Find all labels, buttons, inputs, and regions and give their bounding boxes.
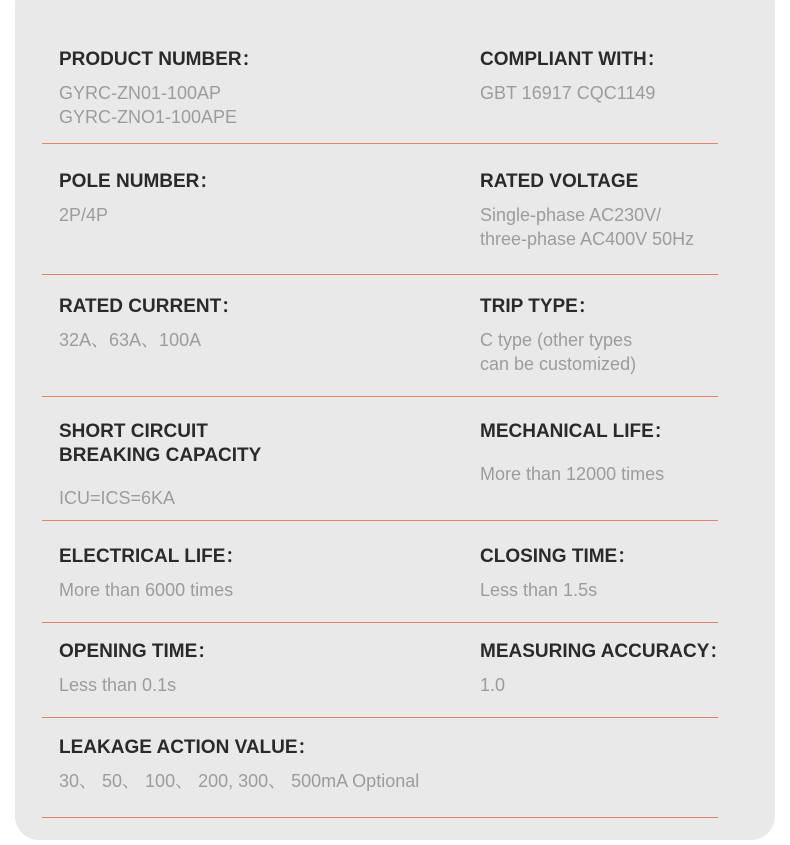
divider — [42, 143, 718, 144]
mechanical-life-value: More than 12000 times — [480, 464, 665, 484]
electrical-life-value: More than 6000 times — [59, 580, 234, 600]
short-circuit-label — [59, 420, 261, 468]
compliant-with-value: GBT 16917 CQC1149 — [480, 83, 656, 103]
rated-current-value: 32A、63A、100A — [59, 330, 202, 350]
pole-number-spec — [59, 170, 218, 227]
electrical-life-label: ELECTRICAL LIFE： — [59, 546, 245, 567]
opening-time-label: OPENING TIME： — [59, 641, 217, 662]
short-circuit-label-line-2: BREAKING CAPACITY — [59, 445, 262, 466]
compliant-with-spec — [480, 48, 666, 105]
measuring-accuracy-label: MEASURING ACCURACY： — [480, 641, 729, 662]
product-number-label: PRODUCT NUMBER： — [59, 49, 261, 70]
measuring-accuracy-spec — [480, 640, 728, 697]
divider — [42, 396, 718, 397]
leakage-action-label: LEAKAGE ACTION VALUE： — [59, 737, 317, 758]
divider — [42, 622, 718, 623]
opening-time-spec — [59, 640, 216, 697]
short-circuit-spec — [59, 420, 261, 510]
trip-type-spec — [480, 295, 636, 376]
rated-voltage-value — [480, 203, 694, 251]
leakage-action-spec — [59, 736, 419, 793]
trip-type-value-line-1: C type (other types — [480, 330, 633, 350]
trip-type-label: TRIP TYPE： — [480, 296, 597, 317]
closing-time-value: Less than 1.5s — [480, 580, 598, 600]
product-number-value-line-2: GYRC-ZNO1-100APE — [59, 107, 238, 127]
pole-number-value: 2P/4P — [59, 205, 109, 225]
trip-type-value-line-2: can be customized) — [480, 354, 637, 374]
product-number-spec — [59, 48, 261, 129]
rated-voltage-value-line-1: Single-phase AC230V/ — [480, 205, 662, 225]
divider — [42, 817, 718, 818]
closing-time-label: CLOSING TIME： — [480, 546, 637, 567]
divider — [42, 520, 718, 521]
divider — [42, 274, 718, 275]
product-number-value — [59, 81, 261, 129]
opening-time-value: Less than 0.1s — [59, 675, 177, 695]
electrical-life-spec — [59, 545, 244, 602]
rated-voltage-spec — [480, 170, 694, 251]
divider — [42, 717, 718, 718]
short-circuit-label-line-1: SHORT CIRCUIT — [59, 421, 208, 442]
rated-current-label: RATED CURRENT： — [59, 296, 241, 317]
measuring-accuracy-value: 1.0 — [480, 675, 506, 695]
mechanical-life-label: MECHANICAL LIFE： — [480, 421, 673, 442]
rated-voltage-value-line-2: three-phase AC400V 50Hz — [480, 229, 695, 249]
mechanical-life-spec — [480, 420, 673, 486]
rated-current-spec — [59, 295, 240, 352]
product-number-value-line-1: GYRC-ZN01-100AP — [59, 83, 222, 103]
closing-time-spec — [480, 545, 636, 602]
compliant-with-label: COMPLIANT WITH： — [480, 49, 666, 70]
short-circuit-value: ICU=ICS=6KA — [59, 488, 176, 508]
trip-type-value — [480, 328, 636, 376]
rated-voltage-label: RATED VOLTAGE — [480, 171, 639, 192]
leakage-action-value: 30、 50、 100、 200, 300、 500mA Optional — [59, 771, 420, 791]
pole-number-label: POLE NUMBER： — [59, 171, 219, 192]
